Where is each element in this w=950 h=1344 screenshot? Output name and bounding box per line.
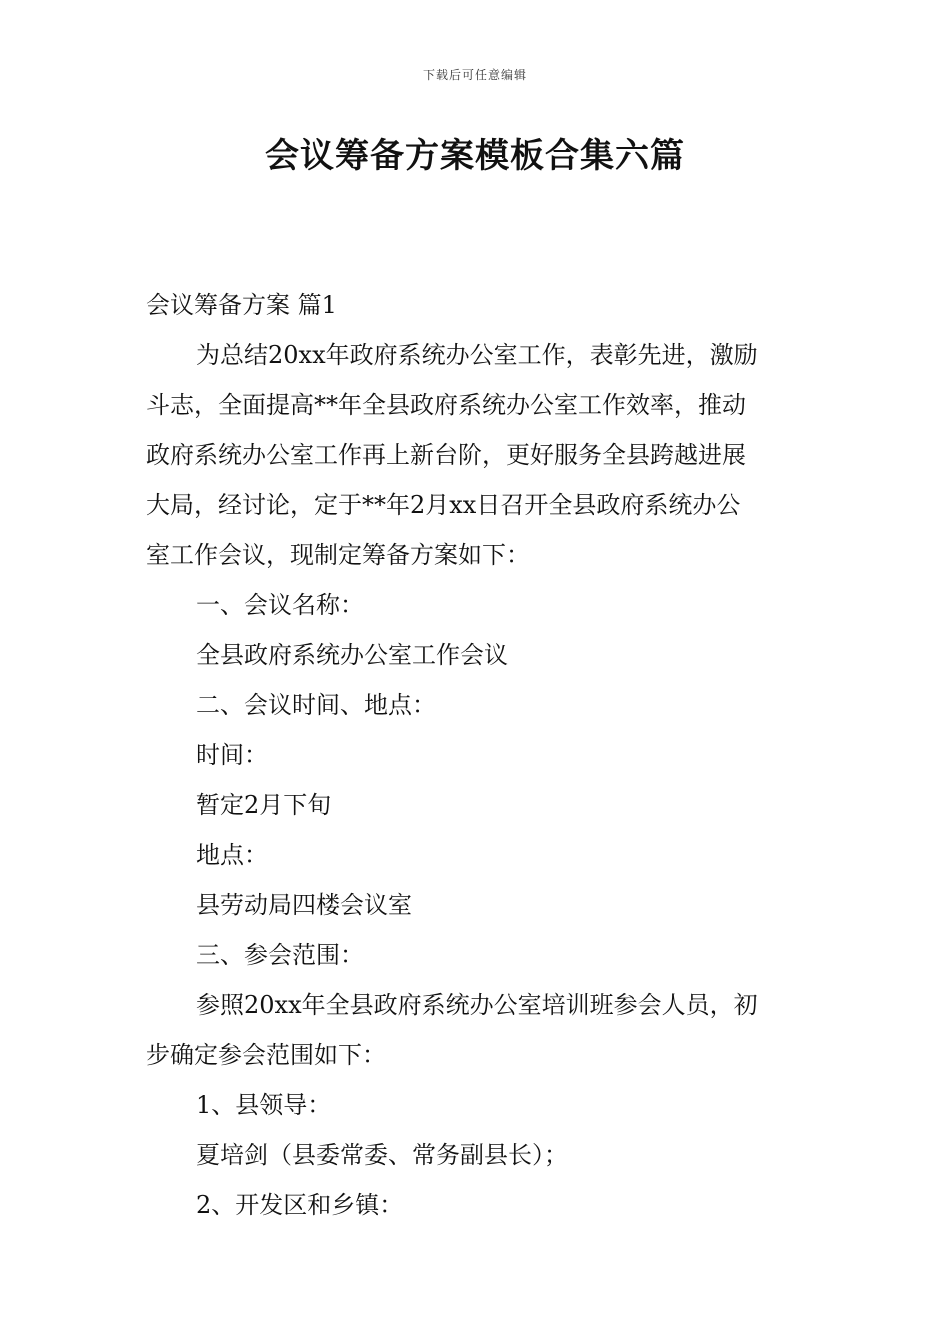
paragraph-line: 县劳动局四楼会议室 xyxy=(196,891,412,919)
paragraph-line: 参照20xx年全县政府系统办公室培训班参会人员，初 xyxy=(196,991,758,1019)
list-item: 2、开发区和乡镇： xyxy=(196,1191,404,1219)
list-heading: 三、参会范围： xyxy=(196,941,364,969)
list-heading: 二、会议时间、地点： xyxy=(196,691,436,719)
list-item: 1、县领导： xyxy=(196,1091,332,1119)
document-body xyxy=(146,280,808,1230)
paragraph-line: 政府系统办公室工作再上新台阶，更好服务全县跨越进展 xyxy=(146,441,746,469)
paragraph-line: 全县政府系统办公室工作会议 xyxy=(196,641,508,669)
paragraph-line: 为总结20xx年政府系统办公室工作，表彰先进，激励 xyxy=(196,341,758,369)
document-title: 会议筹备方案模板合集六篇 xyxy=(265,136,685,176)
paragraph-line: 暂定2月下旬 xyxy=(196,791,332,819)
header-note: 下载后可任意编辑 xyxy=(422,68,527,82)
paragraph-line: 夏培剑（县委常委、常务副县长）； xyxy=(196,1141,568,1169)
paragraph-line: 地点： xyxy=(196,841,268,869)
paragraph-line: 大局，经讨论，定于**年2月xx日召开全县政府系统办公 xyxy=(146,491,741,519)
paragraph-line: 室工作会议，现制定筹备方案如下： xyxy=(146,541,530,569)
paragraph-line: 斗志，全面提高**年全县政府系统办公室工作效率，推动 xyxy=(146,391,746,419)
paragraph-line: 步确定参会范围如下： xyxy=(146,1041,386,1069)
paragraph-line: 时间： xyxy=(196,741,268,769)
list-heading: 一、会议名称： xyxy=(196,591,364,619)
section-heading: 会议筹备方案 篇1 xyxy=(146,291,337,319)
